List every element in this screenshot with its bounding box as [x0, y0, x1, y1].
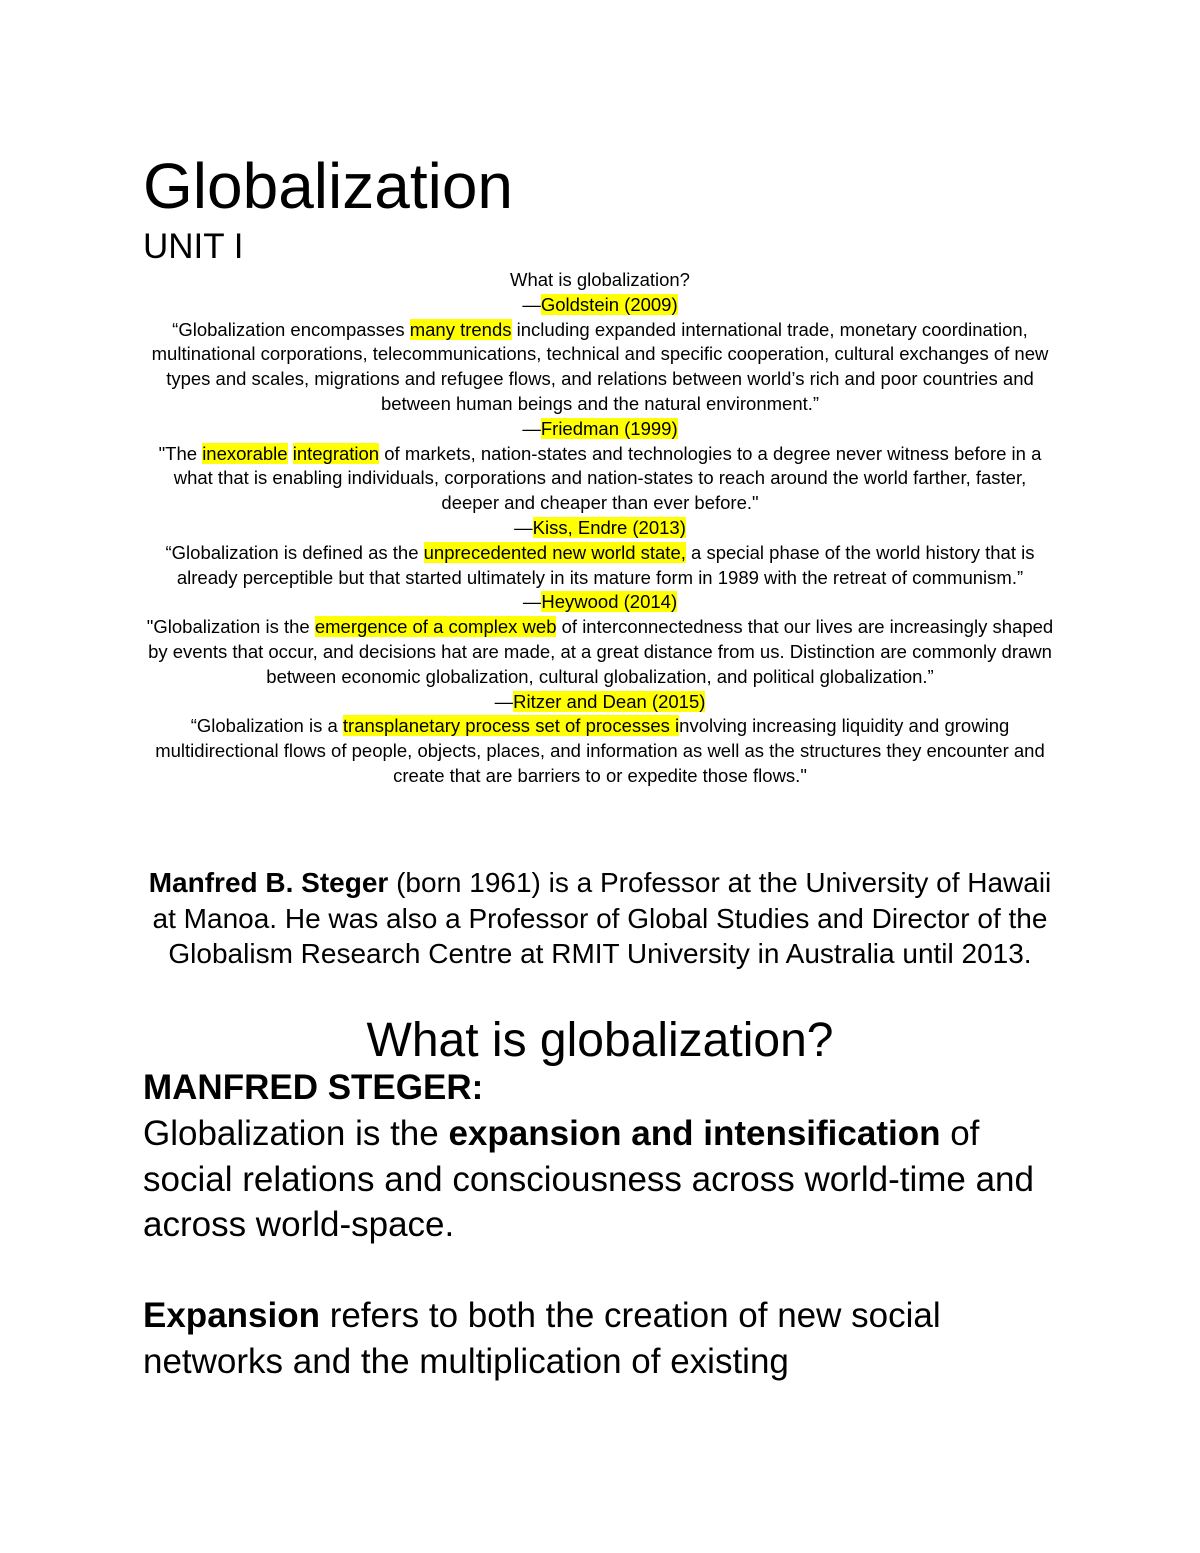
question-line: What is globalization?	[510, 269, 690, 290]
quote-text: “Globalization encompasses many trends including expanded international trade, monetary coordination, multinational corporations, telecommunications, technical and specific cooperation, cultural exchanges of new types and scales, migrations and refugee flows, and relations between world’s rich and poor countries and between human beings and the natural environment.”	[151, 318, 1049, 414]
steger-heading: MANFRED STEGER:	[143, 1068, 484, 1107]
quote-author: —Friedman (1999)	[522, 417, 678, 439]
section-title: What is globalization?	[366, 1014, 834, 1067]
quote-author: —Ritzer and Dean (2015)	[494, 690, 706, 712]
highlight: Heywood (2014)	[541, 591, 678, 613]
unit-label: UNIT I	[143, 227, 244, 266]
expansion-paragraph: Expansion refers to both the creation of new social networks and the multiplication of existing	[143, 1296, 941, 1381]
highlight: unprecedented new world state,	[423, 541, 686, 563]
highlight: Kiss, Endre (2013)	[532, 516, 686, 538]
highlight: Friedman (1999)	[540, 417, 678, 439]
quote-text: "Globalization is the emergence of a complex web of interconnectedness that our lives are increasingly shaped by events that occur, and decisions hat are made, at a great distance from us. Distinction are commonly drawn between economic globalization, cultural globalization, and political globalization.”	[146, 616, 1054, 687]
quote-text: “Globalization is defined as the unprecedented new world state, a special phase of the world history that is already perceptible but that started ultimately in its mature form in 1989 with the retreat of communism.”	[165, 541, 1035, 588]
definition-paragraph: Globalization is the expansion and intensification of social relations and consciousness across world-time and across world-space.	[143, 1114, 1034, 1244]
highlight: Goldstein (2009)	[540, 293, 678, 315]
quote-author: —Kiss, Endre (2013)	[514, 516, 686, 538]
highlight: transplanetary process set of processes i	[342, 715, 680, 737]
highlight: many trends	[409, 318, 512, 340]
quotes-section	[143, 268, 1057, 789]
quote-text: “Globalization is a transplanetary process set of processes involving increasing liquidity and growing multidirectional flows of people, objects, places, and information as well as the structures they encounter and create that are barriers to or expedite those flows."	[155, 715, 1045, 786]
quote-author: —Heywood (2014)	[522, 591, 678, 613]
author-name: Manfred B. Steger	[148, 867, 389, 898]
quote-text: "The inexorable integration of markets, nation-states and technologies to a degree never witness before in a what that is enabling individuals, corporations and nation-states to reach around the world farther, faster, deeper and cheaper than ever before."	[158, 442, 1042, 514]
quote-author: —Goldstein (2009)	[522, 293, 678, 315]
document-title: Globalization	[143, 150, 513, 222]
highlight: Ritzer and Dean (2015)	[513, 690, 706, 712]
highlight: inexorable	[202, 442, 288, 464]
highlight: integration	[292, 442, 380, 464]
highlight: emergence of a complex web	[314, 616, 557, 638]
author-bio: Manfred B. Steger (born 1961) is a Professor at the University of Hawaii at Manoa. He was also a Professor of Global Studies and Director of the Globalism Research Centre at RMIT University in Australia until 2013.	[148, 867, 1052, 969]
